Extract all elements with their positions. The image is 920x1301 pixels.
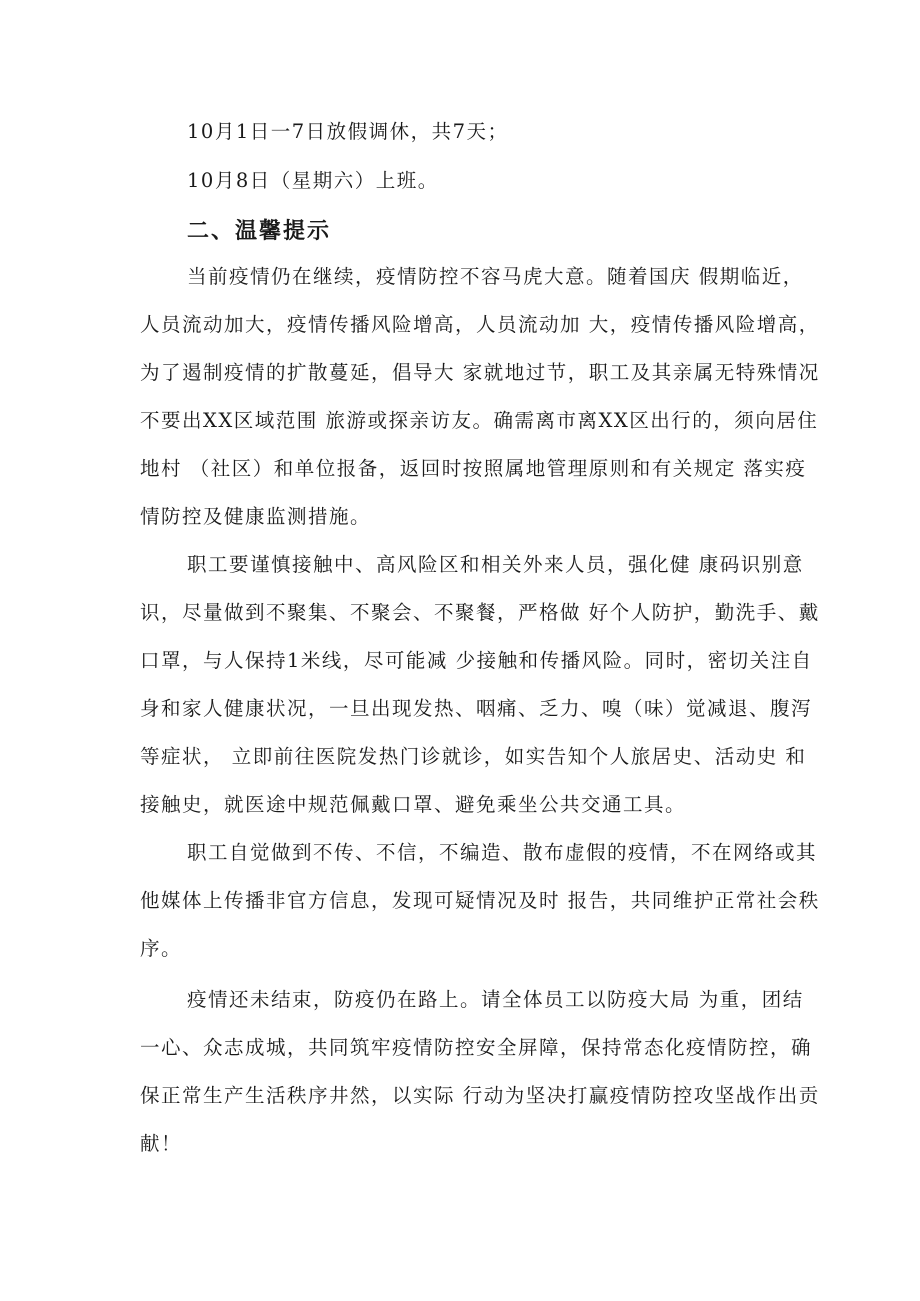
paragraph-line: 职工要谨慎接触中、高风险区和相关外来人员，强化健 康码识别意: [187, 553, 804, 576]
holiday-line-1: 10月1日一7日放假调休，共7天；: [187, 120, 509, 143]
paragraph-line: 口罩，与人保持1米线，尽可能减 少接触和传播风险。同时，密切关注自: [140, 649, 813, 672]
paragraph-line: 一心、众志成城，共同筑牢疫情防控安全屏障，保持常态化疫情防控，确: [140, 1036, 813, 1059]
paragraph-line: 身和家人健康状况，一旦出现发热、咽痛、乏力、嗅（味）觉减退、腹泻: [140, 697, 813, 720]
paragraph-line: 情防控及健康监测措施。: [140, 505, 372, 528]
paragraph-line: 序。: [140, 937, 183, 960]
section-heading: 二、温馨提示: [187, 219, 332, 244]
paragraph-line: 疫情还未结束，防疫仍在路上。请全体员工以防疫大局 为重，团结: [187, 988, 804, 1011]
paragraph-line: 他媒体上传播非官方信息，发现可疑情况及时 报告，共同维护正常社会秩: [140, 889, 820, 912]
paragraph-line: 识，尽量做到不聚集、不聚会、不聚餐，严格做 好个人防护，勤洗手、戴: [140, 601, 820, 624]
paragraph-line: 当前疫情仍在继续，疫情防控不容马虎大意。随着国庆 假期临近，: [187, 265, 804, 288]
paragraph-line: 保正常生产生活秩序井然，以实际 行动为坚决打赢疫情防控攻坚战作出贡: [140, 1084, 820, 1107]
paragraph-line: 接触史，就医途中规范佩戴口罩、避免乘坐公共交通工具。: [140, 793, 687, 816]
paragraph-line: 等症状， 立即前往医院发热门诊就诊，如实告知个人旅居史、活动史 和: [140, 745, 807, 768]
paragraph-line: 献！: [140, 1132, 183, 1155]
holiday-line-2: 10月8日（星期六）上班。: [187, 169, 439, 192]
paragraph-line: 为了遏制疫情的扩散蔓延，倡导大 家就地过节，职工及其亲属无特殊情况: [140, 361, 820, 384]
paragraph-line: 人员流动加大，疫情传播风险增高，人员流动加 大，疫情传播风险增高，: [140, 313, 820, 336]
paragraph-line: 地村 （社区）和单位报备，返回时按照属地管理原则和有关规定 落实疫: [140, 457, 807, 480]
paragraph-line: 职工自觉做到不传、不信，不编造、散布虚假的疫情，不在网络或其: [187, 841, 818, 864]
paragraph-line: 不要出XX区域范围 旅游或探亲访友。确需离市离XX区出行的，须向居住: [140, 409, 819, 432]
